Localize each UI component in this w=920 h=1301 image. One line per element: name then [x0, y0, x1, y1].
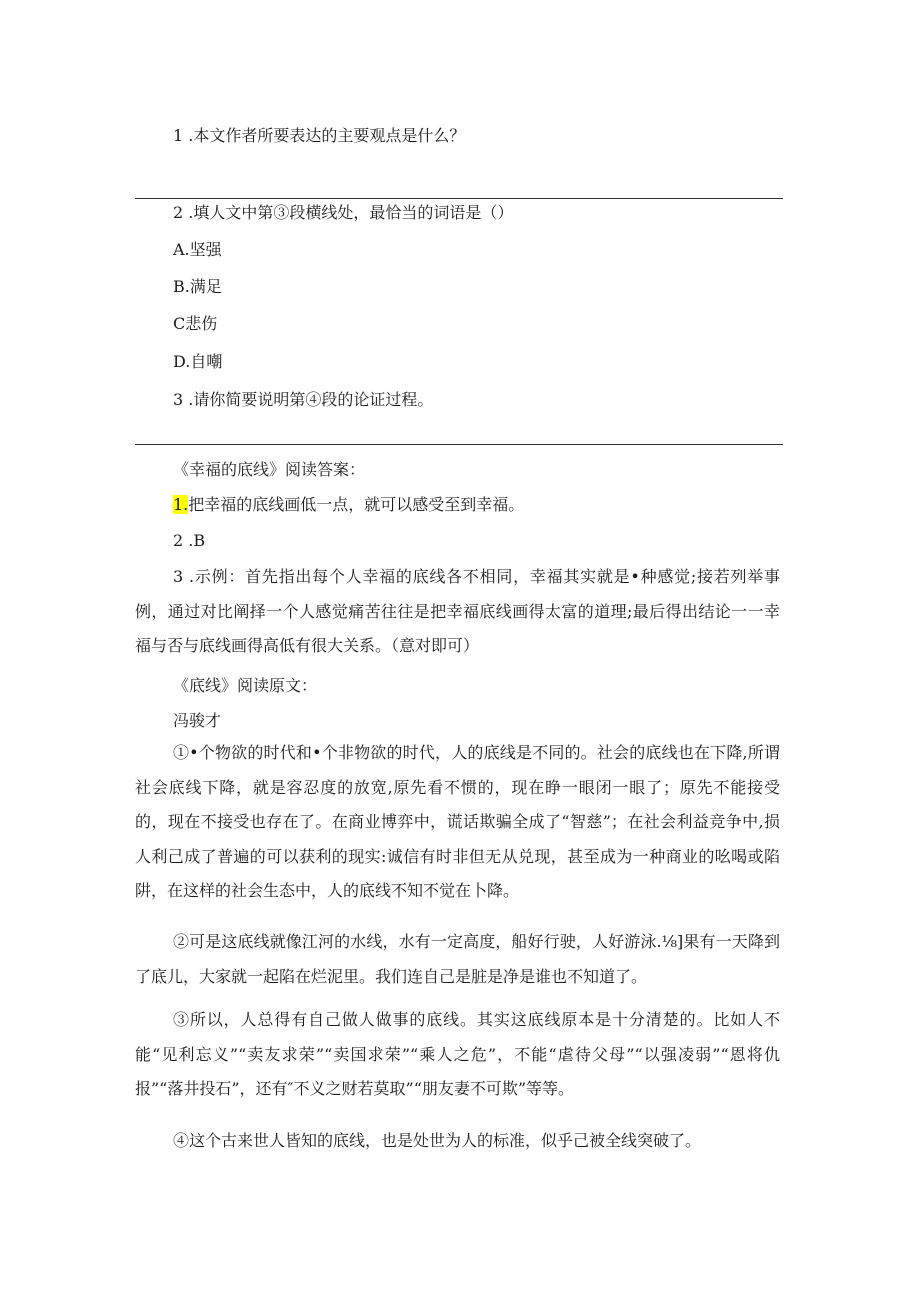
- answer-line-1: [135, 198, 783, 199]
- author: 冯骏才: [173, 711, 222, 730]
- option-c: C悲伤: [173, 314, 218, 333]
- option-a: A.坚强: [173, 240, 222, 259]
- option-d: D.自嘲: [173, 352, 223, 371]
- answer-line-3: [135, 444, 783, 445]
- original-title: 《底线》阅读原文：: [173, 676, 318, 695]
- answer-3: 3 .示例：首先指出每个人幸福的底线各不相同，幸福其实就是•种感觉;接若列举事例，通过对比阐择一个人感觉痛苦往往是把幸福底线画得太富的道理;最后得出结论一一幸福与否与底线画得高低有很大关系。（意对即可）: [135, 567, 780, 655]
- question-1: 1 .本文作者所要表达的主要观点是什么？: [173, 126, 466, 145]
- highlighted-number: 1.: [173, 495, 189, 514]
- answer-1: [173, 495, 524, 515]
- option-b: B.满足: [173, 277, 222, 296]
- paragraph-3: ③所以，人总得有自己做人做事的底线。其实这底线原本是十分清楚的。比如人不能“见利忘义”“卖友求荣”“卖国求荣”“乘人之危”，不能“虐待父母”“以强凌弱”“恩将仇报”“落井投石”，还有″不义之财若莫取”“朋友妻不可欺”等等。: [135, 1010, 780, 1098]
- answer-2: 2 .B: [173, 531, 206, 550]
- question-3: 3 .请你简要说明第④段的论证过程。: [173, 390, 434, 409]
- paragraph-4: ④这个古来世人皆知的底线，也是处世为人的标准，似乎己被全线突破了。: [173, 1131, 702, 1150]
- answer-1-text: 把幸福的底线画低一点，就可以感受至到幸福。: [188, 495, 525, 514]
- answers-title: 《幸福的底线》阅读答案：: [173, 460, 366, 479]
- question-2: 2 .填人文中第③段横线处，最恰当的词语是（）: [173, 203, 514, 222]
- paragraph-1: ①•个物欲的时代和•个非物欲的时代，人的底线是不同的。社会的底线也在下降,所谓社会底线下降，就是容忍度的放宽,原先看不惯的，现在睁一眼闭一眼了；原先不能接受的，现在不接受也存在了。在商业博弈中，谎话欺骗全成了“智慈”；在社会利益竞争中,损人利己成了普遍的可以获利的现实:诚信有时非但无从兑现，甚至成为一种商业的吆喝或陷阱，在这样的社会生态中，人的底线不知不觉在卜降。: [135, 743, 780, 900]
- paragraph-2: ②可是这底线就像江河的水线，水有一定高度，船好行驶，人好游泳.⅛]果有一天降到了底儿，大家就一起陷在烂泥里。我们连自己是脏是净是谁也不知道了。: [135, 932, 780, 986]
